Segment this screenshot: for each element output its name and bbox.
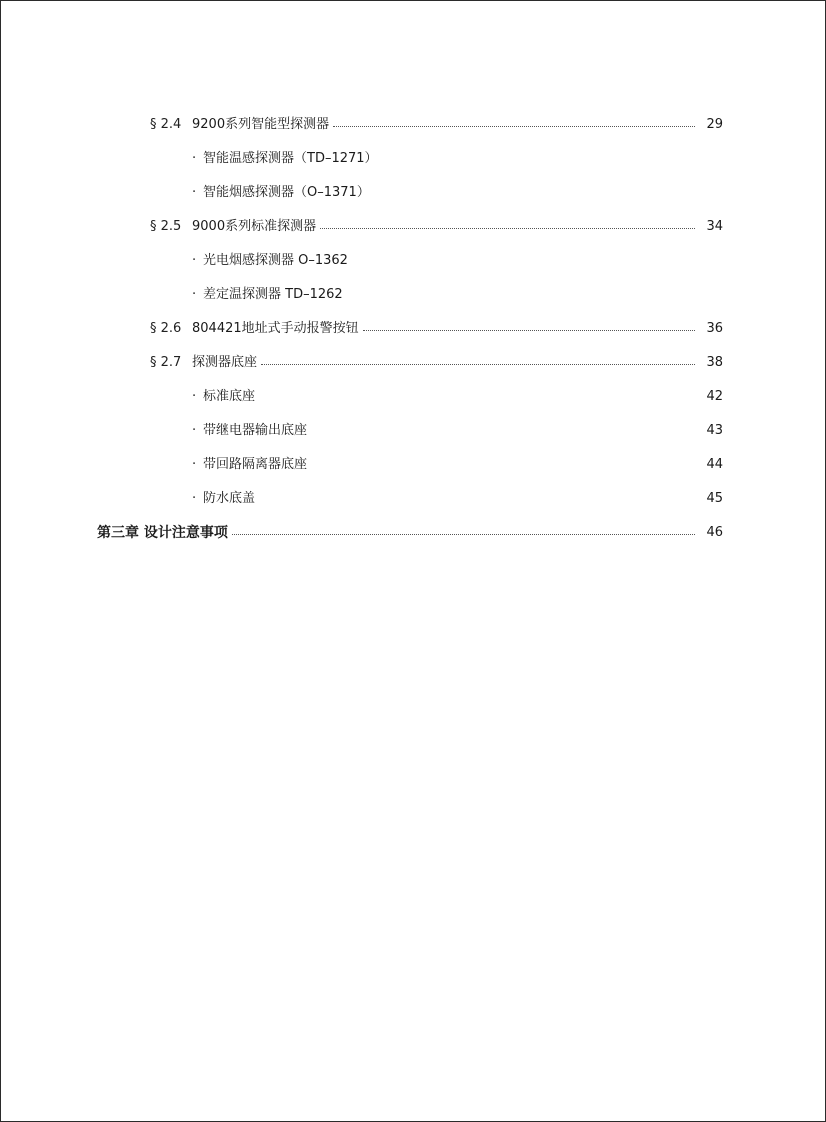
bullet-icon: ·: [192, 185, 197, 200]
toc-entry-item[interactable]: [192, 285, 723, 305]
bullet-icon: ·: [192, 491, 197, 506]
dot-leader: [333, 126, 695, 127]
dot-leader: [261, 364, 695, 365]
section-number: § 2.4: [150, 117, 182, 132]
toc-entry-section-2-4[interactable]: [150, 115, 723, 135]
entry-title: 804421地址式手动报警按钮: [192, 321, 359, 336]
page-number: 45: [706, 491, 723, 506]
page-number: 34: [706, 219, 723, 234]
page-number: 29: [706, 117, 723, 132]
bullet-icon: ·: [192, 457, 197, 472]
toc-entry-item[interactable]: [192, 387, 723, 407]
section-number: § 2.5: [150, 219, 182, 234]
entry-title: 带回路隔离器底座: [203, 457, 308, 472]
bullet-icon: ·: [192, 253, 197, 268]
toc-entry-item[interactable]: [192, 455, 723, 475]
toc-entry-section-2-7[interactable]: [150, 353, 723, 373]
page-number: 38: [706, 355, 723, 370]
entry-title: 标准底座: [203, 389, 256, 404]
dot-leader: [363, 330, 695, 331]
bullet-icon: ·: [192, 287, 197, 302]
toc-entry-item[interactable]: [192, 421, 723, 441]
toc-entry-section-2-6[interactable]: [150, 319, 723, 339]
chapter-title: 第三章 设计注意事项: [97, 525, 228, 541]
toc-entry-section-2-5[interactable]: [150, 217, 723, 237]
entry-title: 9000系列标准探测器: [192, 219, 317, 234]
entry-title: 差定温探测器 TD–1262: [203, 287, 343, 302]
entry-title: 防水底盖: [203, 491, 256, 506]
entry-title: 探测器底座: [192, 355, 258, 370]
bullet-icon: ·: [192, 389, 197, 404]
page-number: 43: [706, 423, 723, 438]
dot-leader: [232, 534, 695, 535]
toc-entry-item[interactable]: [192, 183, 723, 203]
dot-leader: [320, 228, 695, 229]
section-number: § 2.6: [150, 321, 182, 336]
entry-title: 智能温感探测器（TD–1271）: [203, 151, 378, 166]
page-number: 44: [706, 457, 723, 472]
toc-entry-chapter-3[interactable]: [97, 523, 723, 543]
entry-title: 9200系列智能型探测器: [192, 117, 330, 132]
page-number: 42: [706, 389, 723, 404]
page-number: 46: [706, 525, 723, 540]
entry-title: 光电烟感探测器 O–1362: [203, 253, 348, 268]
bullet-icon: ·: [192, 423, 197, 438]
toc-entry-item[interactable]: [192, 251, 723, 271]
page-number: 36: [706, 321, 723, 336]
toc-entry-item[interactable]: [192, 149, 723, 169]
entry-title: 智能烟感探测器（O–1371）: [203, 185, 370, 200]
section-number: § 2.7: [150, 355, 182, 370]
toc-entry-item[interactable]: [192, 489, 723, 509]
entry-title: 带继电器输出底座: [203, 423, 308, 438]
bullet-icon: ·: [192, 151, 197, 166]
